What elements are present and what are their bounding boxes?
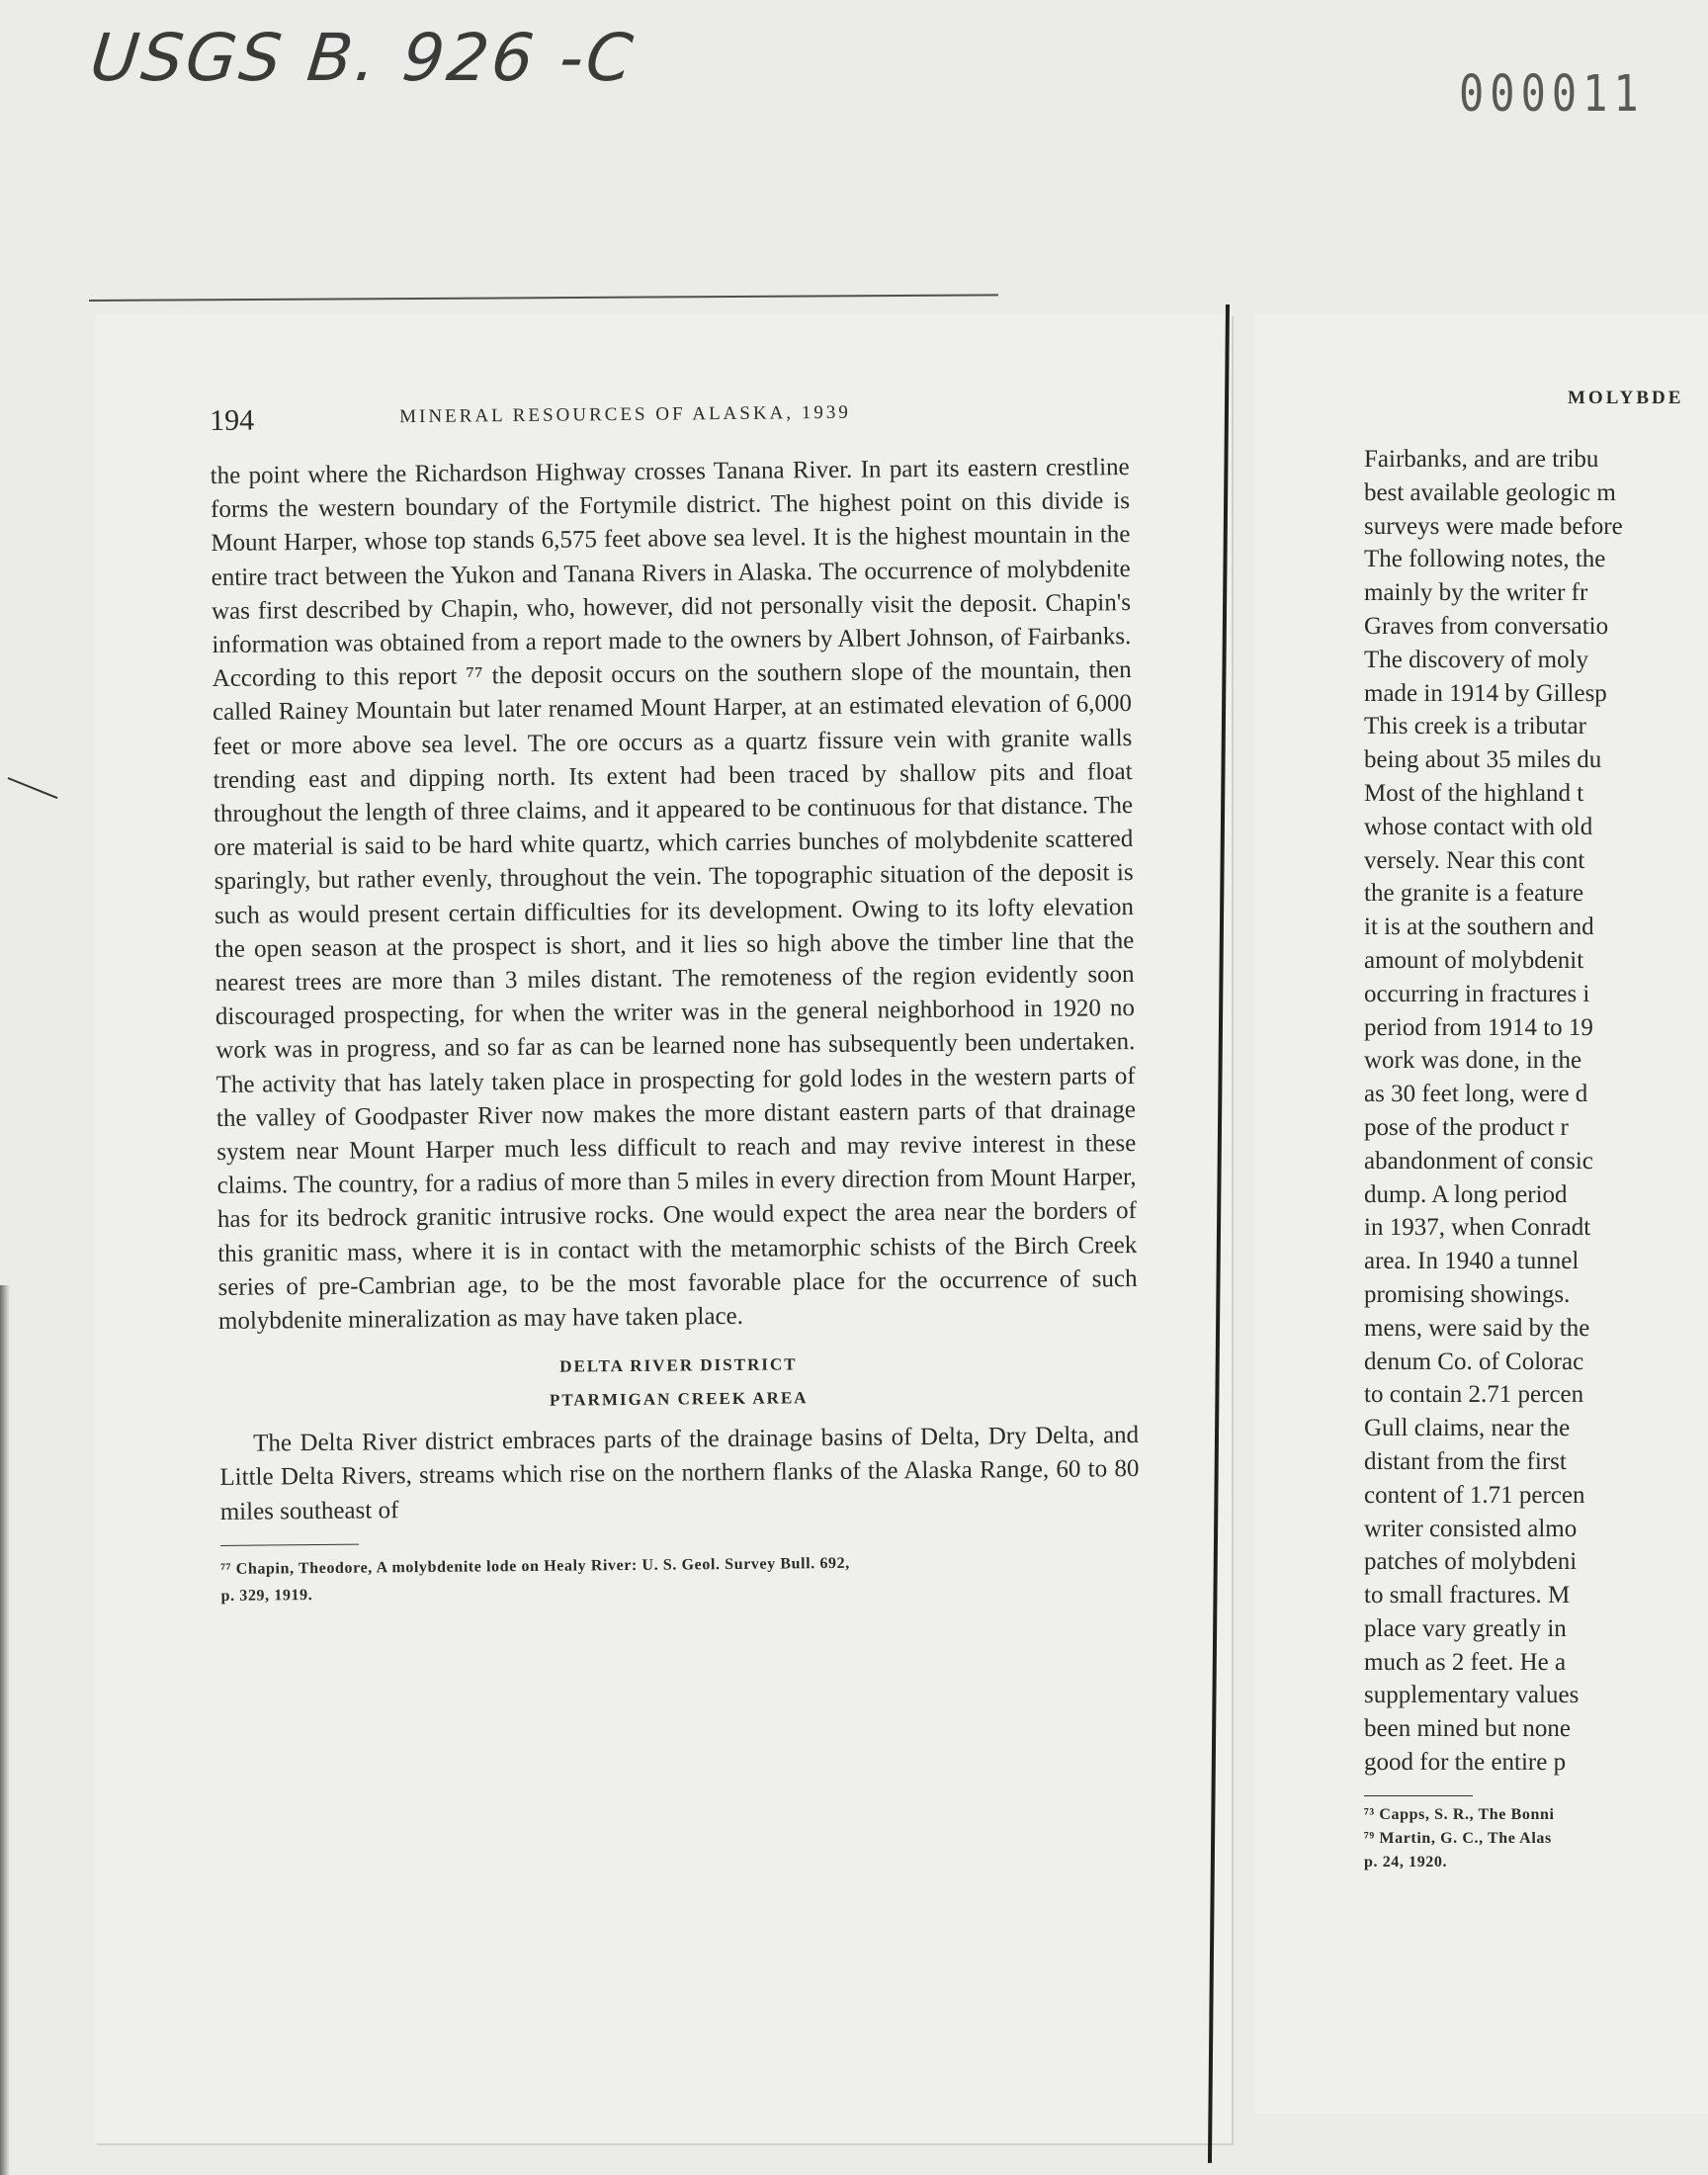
right-text-line: dump. A long period — [1364, 1180, 1568, 1208]
footnote-line-1: ⁷⁷ Chapin, Theodore, A molybdenite lode on Healy River: U. S. Geol. Survey Bull. 692, — [220, 1554, 850, 1578]
footnote-rule — [220, 1543, 359, 1545]
body-paragraph-2: The Delta River district embraces parts of the drainage basins of Delta, Dry Delta, and Little Delta Rivers, streams which rise on the northern flanks of the Alaska Range, 60 to 80 miles southeast of — [219, 1422, 1140, 1525]
right-text-line: mainly by the writer fr — [1364, 579, 1588, 607]
right-text-line: much as 2 feet. He a — [1364, 1648, 1567, 1676]
right-text-line: denum Co. of Colorac — [1364, 1348, 1584, 1375]
right-text-line: This creek is a tributar — [1364, 713, 1586, 740]
section-heading-area: PTARMIGAN CREEK AREA — [549, 1388, 809, 1411]
top-rule — [89, 294, 998, 302]
page-number: 194 — [210, 403, 255, 437]
right-text-line: pose of the product r — [1364, 1113, 1569, 1141]
right-text-line: being about 35 miles du — [1364, 746, 1602, 774]
right-text-line: area. In 1940 a tunnel — [1364, 1248, 1580, 1275]
right-text-line: occurring in fractures i — [1364, 980, 1590, 1007]
right-text-line: abandonment of consic — [1364, 1147, 1593, 1174]
right-text-line: place vary greatly in — [1364, 1614, 1567, 1642]
right-text-line: Most of the highland t — [1364, 779, 1584, 807]
right-text-line: patches of molybdeni — [1364, 1548, 1578, 1576]
right-text-line: content of 1.71 percen — [1364, 1481, 1585, 1509]
stamp-number: 000011 — [1459, 64, 1645, 123]
left-page-header — [210, 392, 1130, 460]
right-text-line: best available geologic m — [1364, 478, 1616, 506]
section-heading-district: DELTA RIVER DISTRICT — [559, 1354, 798, 1376]
right-text-line: to contain 2.71 percen — [1364, 1381, 1584, 1409]
handwritten-label: USGS B. 926 -C — [86, 20, 640, 96]
right-text-line: supplementary values — [1364, 1682, 1580, 1709]
right-text-line: been mined but none — [1364, 1715, 1571, 1743]
running-head: MINERAL RESOURCES OF ALASKA, 1939 — [399, 401, 851, 428]
right-text-line: amount of molybdenit — [1364, 946, 1584, 974]
right-text-line: surveys were made before — [1364, 512, 1623, 540]
right-footnote-line: p. 24, 1920. — [1364, 1854, 1448, 1870]
left-page-content — [210, 392, 1141, 1610]
right-text-line: made in 1914 by Gillesp — [1364, 679, 1607, 707]
right-page-lines — [1364, 443, 1623, 1780]
right-text-line: the granite is a feature — [1364, 880, 1584, 908]
right-text-line: writer consisted almo — [1364, 1515, 1578, 1542]
body-paragraph-1: the point where the Richardson Highway crosses Tanana River. In part its eastern crestline forms the western boundary of the Fortymile district. The highest point on this divide is Mount Harper, whose top stands 6,575 feet above sea level. It is the highest mountain in the entire tract between the Yukon and Tanana Rivers in Alaska. The occurrence of molybdenite was first described by Chapin, who, however, did not personally visit the deposit. Chapin's information was obtained from a report made to the owners by Albert Johnson, of Fairbanks. According to this report ⁷⁷ the deposit occurs on the southern slope of the mountain, then called Rainey Mountain but later renamed Mount Harper, at an estimated elevation of 6,000 feet or more above sea level. The ore occurs as a quartz fissure vein with granite walls trending east and dipping north. Its extent had been traced by shallow pits and float throughout the length of three claims, and it appeared to be continuous for that distance. The ore material is said to be hard white quartz, which carries bunches of molybdenite scattered sparingly, but rather evenly, throughout the vein. The topographic situation of the deposit is such as would present certain difficulties for its development. Owing to its lofty elevation the open season at the prospect is short, and it lies so high above the timber line that the nearest trees are more than 3 miles distant. The remoteness of the region evidently soon discouraged prospecting, for when the writer was in the general neighborhood in 1920 no work was in progress, and so far as can be learned none has subsequently been undertaken. The activity that has lately taken place in prospecting for gold lodes in the western parts of the valley of Goodpaster River now makes the more distant eastern parts of that drainage system near Mount Harper much less difficult to reach and may revive interest in these claims. The country, for a radius of more than 5 miles in every direction from Mount Harper, has for its bedrock granitic intrusive rocks. One would expect the area near the borders of this granitic mass, where it is in contact with the metamorphic schists of the Birch Creek series of pre-Cambrian age, to be the most favorable place for the occurrence of such molybdenite mineralization as may have taken place. — [210, 454, 1138, 1336]
right-text-line: Graves from conversatio — [1364, 612, 1609, 640]
right-page-footnotes — [1364, 1803, 1555, 1874]
right-text-line: period from 1914 to 19 — [1364, 1013, 1593, 1041]
right-text-line: mens, were said by the — [1364, 1314, 1590, 1342]
right-running-head: MOLYBDE — [1568, 388, 1684, 408]
right-text-line: whose contact with old — [1364, 813, 1593, 840]
right-text-line: versely. Near this cont — [1364, 846, 1585, 874]
right-text-line: distant from the first — [1364, 1447, 1567, 1475]
right-text-line: it is at the southern and — [1364, 914, 1594, 941]
right-text-line: Gull claims, near the — [1364, 1415, 1571, 1442]
right-text-line: in 1937, when Conradt — [1364, 1214, 1591, 1242]
right-text-line: as 30 feet long, were d — [1364, 1081, 1588, 1108]
margin-pencil-mark — [8, 777, 58, 799]
scan-edge-shadow — [0, 1285, 10, 2175]
right-text-line: good for the entire p — [1364, 1749, 1567, 1777]
right-text-line: work was done, in the — [1364, 1047, 1582, 1075]
footnote-line-2: p. 329, 1919. — [220, 1586, 313, 1605]
right-text-line: The following notes, the — [1364, 546, 1606, 573]
right-text-line: The discovery of moly — [1364, 646, 1589, 673]
right-footnote-line: ⁷³ Capps, S. R., The Bonni — [1364, 1806, 1555, 1823]
right-text-line: to small fractures. M — [1364, 1582, 1571, 1610]
right-text-line: Fairbanks, and are tribu — [1364, 446, 1599, 473]
right-page-content — [1364, 380, 1708, 1882]
right-text-line: promising showings. — [1364, 1280, 1571, 1308]
right-footnote-line: ⁷⁹ Martin, G. C., The Alas — [1364, 1830, 1552, 1847]
right-footnote-rule — [1364, 1795, 1473, 1796]
